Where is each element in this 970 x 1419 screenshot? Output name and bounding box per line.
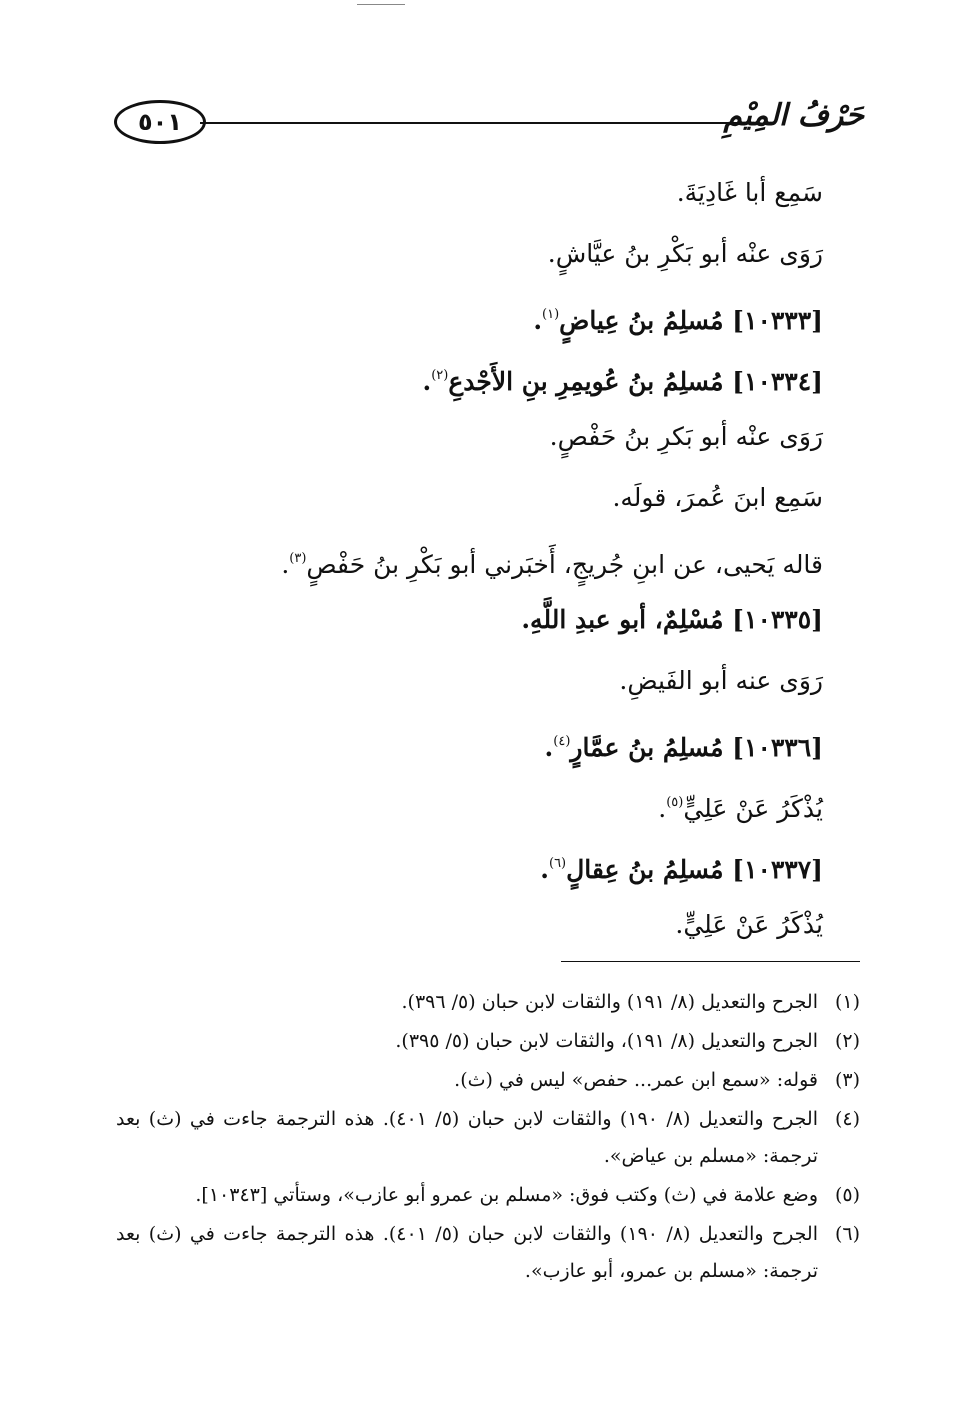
footnote-text: الجرح والتعديل (٨/ ١٩٠) والثقات لابن حبان (٥/ ٤٠١). هذه الترجمة جاءت في (ث) بعد ترجمة: «مسلم بن عياض». [116,1108,818,1167]
line-text: [١٠٣٣٥] مُسْلِمٌ، أبو عبدِ اللَّهِ. [521,605,823,634]
footnote-ref[interactable]: (٢) [431,368,449,383]
line-text: رَوَى عنْه أبو بَكرِ بنُ حَفْصٍ. [549,422,823,451]
line-end-punct: . [281,550,290,579]
line-text: يُذْكَرُ عَنْ عَلِيٍّ. [675,910,823,939]
footnote-text: وضع علامة في (ث) وكتب فوق: «مسلم بن عمرو أبو عازب»، وستأتي [١٠٣٤٣]. [195,1184,818,1206]
footnote-separator [561,961,860,962]
body-line [123,467,823,528]
body-line [123,406,823,467]
entry-heading [123,589,823,650]
page-number-badge [114,100,206,144]
main-text [123,162,823,955]
line-text: [١٠٣٣٧] مُسلِمُ بنُ عِقالٍ [566,855,823,884]
line-text: [١٠٣٣٣] مُسلِمُ بنُ عِياضٍ [559,306,823,335]
line-text: رَوَى عنْه أبو بَكْرِ بنُ عيَّاشٍ. [547,239,823,268]
entry-heading [123,833,823,894]
footnote-number: (١) [834,991,860,1013]
footnote-text: الجرح والتعديل (٨/ ١٩١) والثقات لابن حبان (٥/ ٣٩٦). [401,991,818,1013]
footnote-text: الجرح والتعديل (٨/ ١٩١)، والثقات لابن حبان (٥/ ٣٩٥). [395,1030,818,1052]
footnote-item [116,1062,860,1099]
footnote-ref[interactable]: (٥) [666,795,684,810]
line-text: [١٠٣٣٦] مُسلِمُ بنُ عمَّارٍ [570,733,823,762]
line-text: سَمِع أبا غَادِيَةَ. [676,178,823,207]
line-text: رَوَى عنه أبو الفَيضِ. [619,666,823,695]
page-header [114,98,864,154]
body-line [123,650,823,711]
line-end-punct: . [544,733,554,762]
header-rule [200,122,746,124]
line-end-punct: . [422,367,432,396]
line-end-punct: . [658,794,667,823]
body-line [123,223,823,284]
footnote-number: (٣) [834,1069,860,1091]
footnote-number: (٤) [834,1108,860,1130]
line-end-punct: . [540,855,549,884]
footnote-item [116,1101,860,1175]
footnote-text: قوله: «سمع ابن عمر... حفص» ليس في (ث). [454,1069,818,1091]
top-edge-mark [357,4,405,5]
footnote-ref[interactable]: (١) [542,307,560,322]
footnote-item [116,984,860,1021]
entry-heading [123,284,823,345]
footnote-item [116,1216,860,1290]
line-text: قاله يَحيى، عن ابنِ جُريجٍ، أَخبَرني أبو بَكْرِ بنُ حَفْصٍ [306,550,823,579]
footnote-item [116,1023,860,1060]
footnote-ref[interactable]: (٦) [548,856,567,871]
body-line [123,894,823,955]
body-line [123,162,823,223]
line-text: [١٠٣٣٤] مُسلِمُ بنُ عُويمِرِ بنِ الأَجْدعِ [448,367,823,396]
footnote-number: (٢) [834,1030,860,1052]
entry-heading [123,711,823,772]
entry-heading [123,345,823,406]
body-line [123,528,823,589]
footnotes [116,984,860,1292]
footnote-ref[interactable]: (٣) [289,551,307,566]
footnote-text: الجرح والتعديل (٨/ ١٩٠) والثقات لابن حبان (٥/ ٤٠١). هذه الترجمة جاءت في (ث) بعد ترجمة: «مسلم بن عمرو، أبو عازب». [116,1223,818,1282]
line-text: سَمِع ابنَ عُمرَ، قولَه. [612,483,823,512]
footnote-item [116,1177,860,1214]
running-title: حَرْفُ المِيْمِ [723,98,864,133]
body-line [123,772,823,833]
line-end-punct: . [533,306,543,335]
page-number: ٥٠١ [138,108,182,136]
footnote-ref[interactable]: (٤) [553,734,571,749]
line-text: يُذْكَرُ عَنْ عَلِيٍّ [683,794,823,823]
footnote-number: (٥) [834,1184,860,1206]
footnote-number: (٦) [834,1223,860,1245]
